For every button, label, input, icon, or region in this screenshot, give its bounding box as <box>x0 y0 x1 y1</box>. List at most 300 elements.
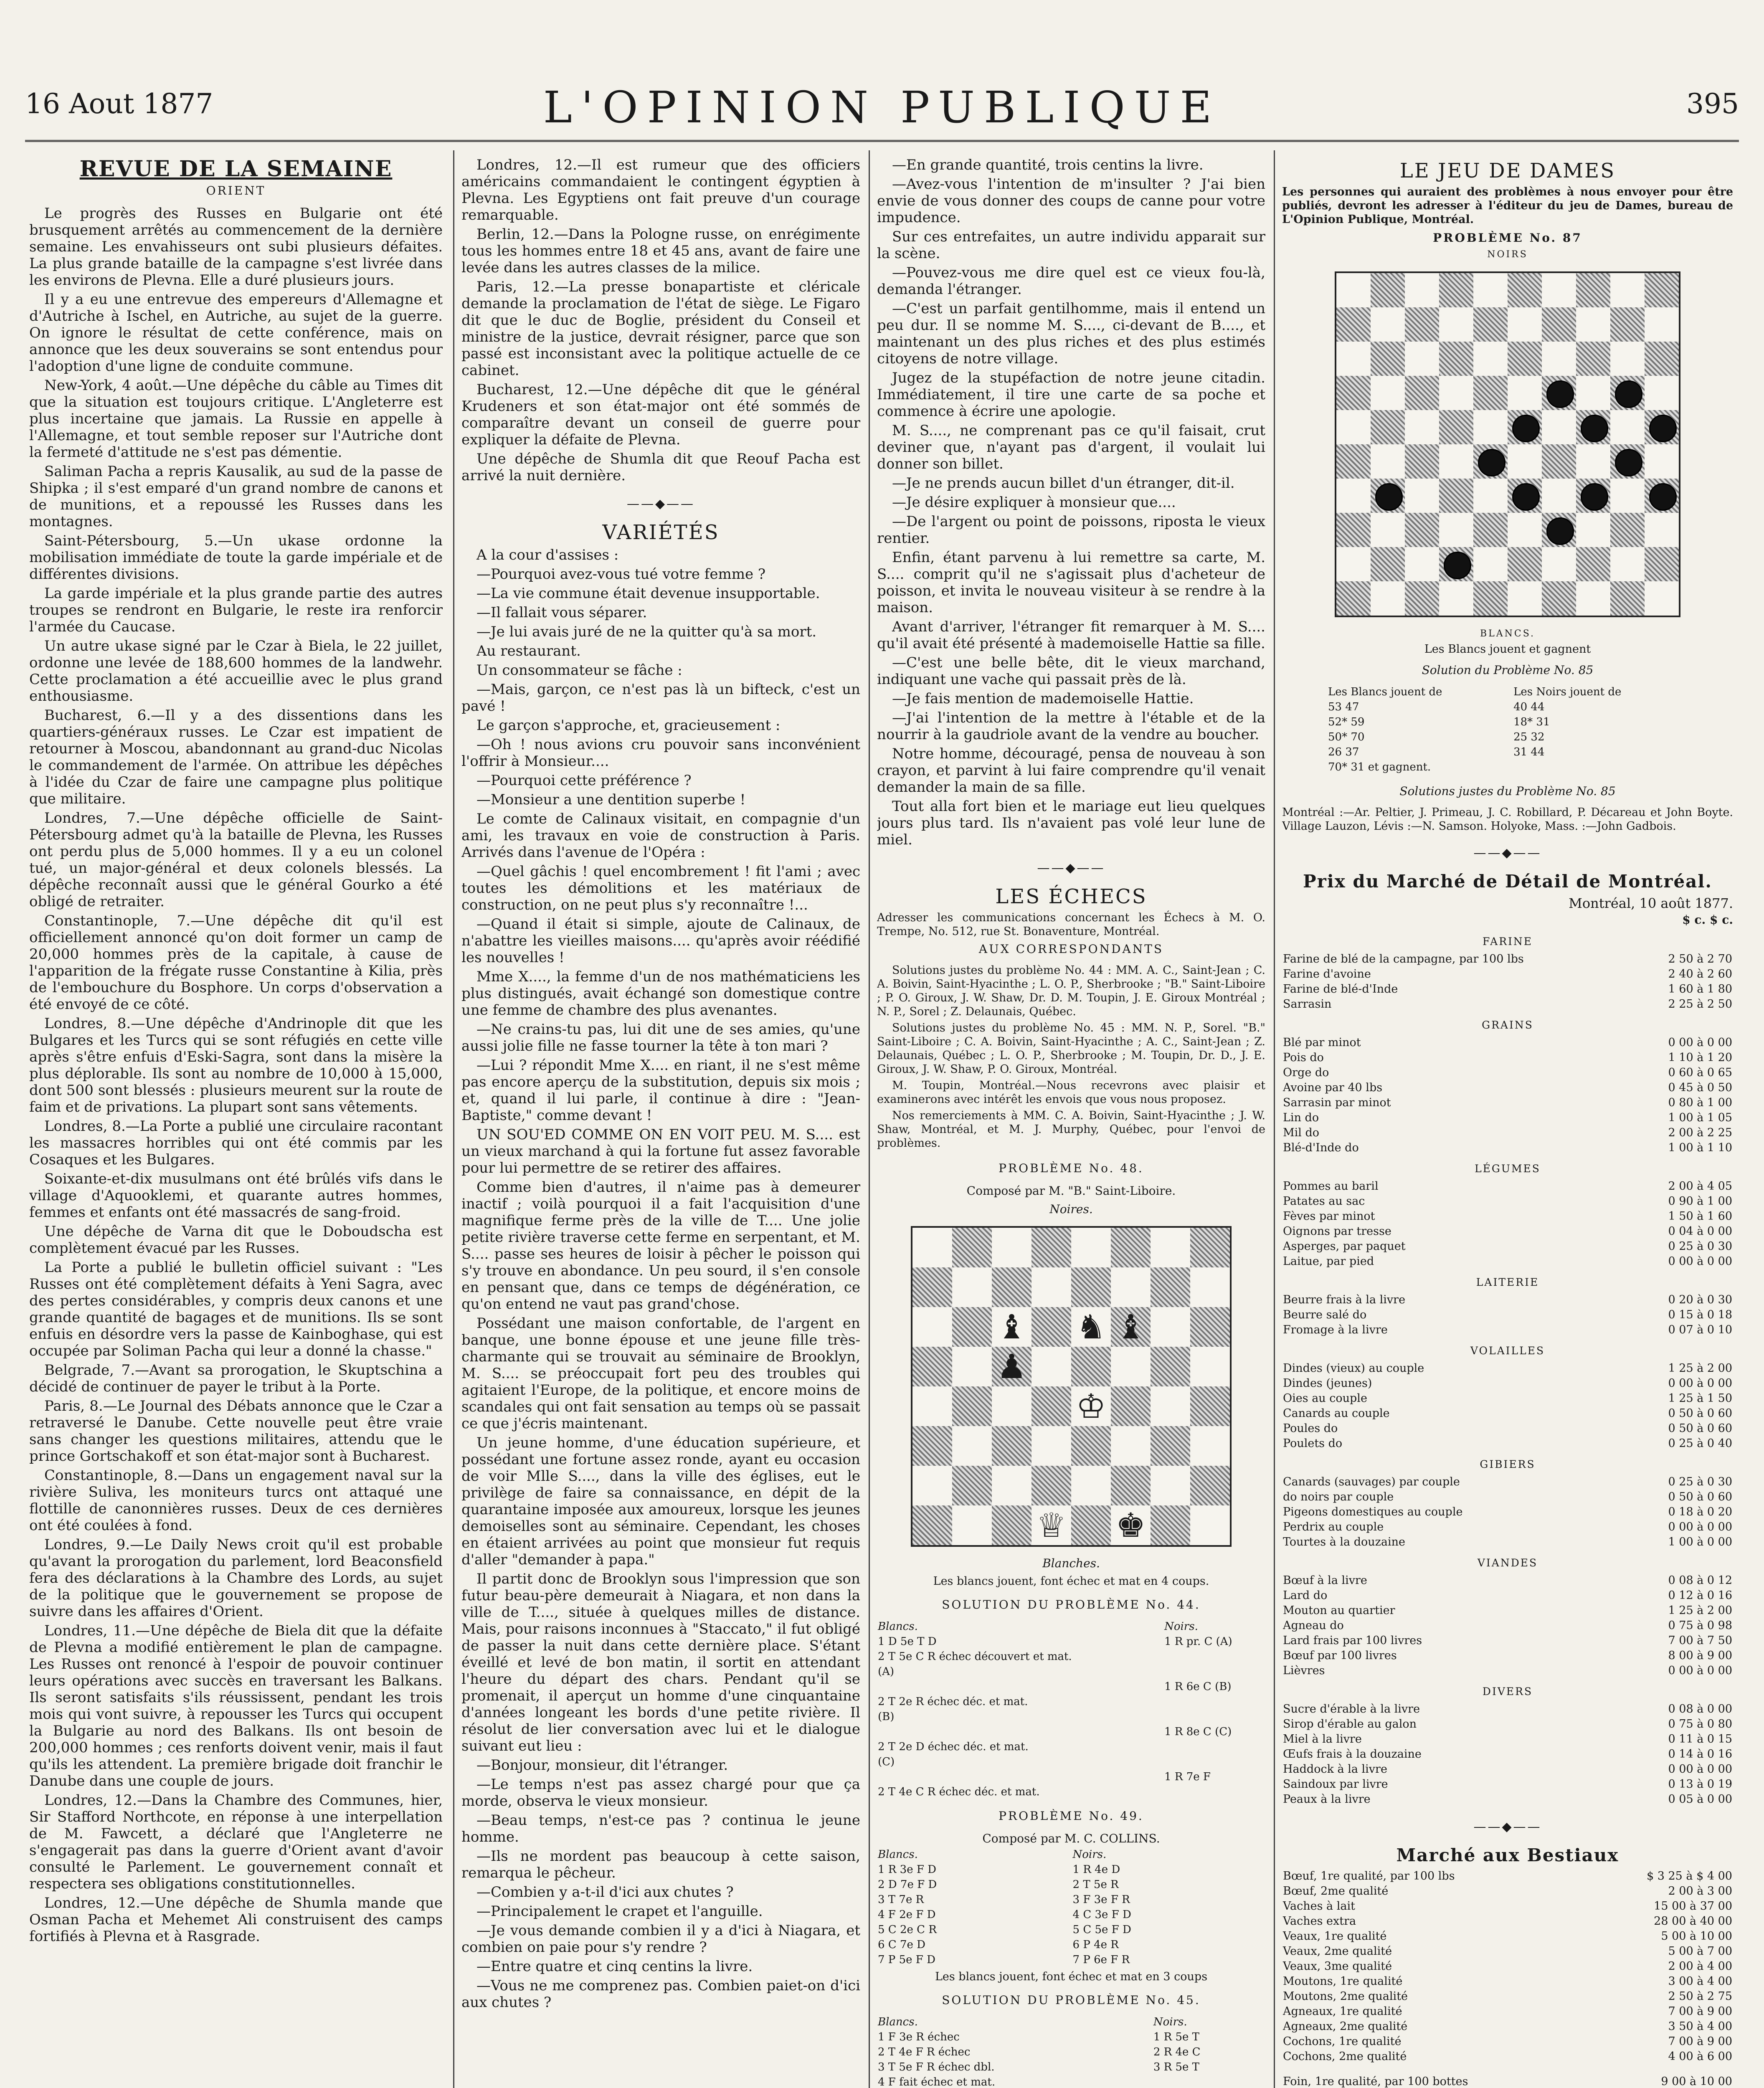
varietes-paragraph: Au restaurant. <box>476 643 581 659</box>
board-square <box>1111 1228 1151 1267</box>
price-row <box>1282 1080 1733 1095</box>
white-col-header: Blancs. <box>878 2016 918 2028</box>
row-value: 2 50 à 2 75 <box>1668 1990 1732 2003</box>
item-name: Tourtes à la douzaine <box>1283 1536 1405 1548</box>
problem87-caption: Les Blancs jouent et gagnent <box>1424 643 1591 656</box>
story-paragraph: Jugez de la stupéfaction de notre jeune citadin. Immédiatement, il tire une carte de sa poche et commence à écrire une apologie. <box>877 370 1265 420</box>
board-square <box>1542 581 1576 616</box>
board-square <box>1645 307 1679 342</box>
item-name: do noirs par couple <box>1283 1490 1394 1503</box>
row-value: 3 00 à 4 00 <box>1668 1975 1732 1988</box>
board-square <box>1610 444 1645 479</box>
board-square <box>1439 273 1473 307</box>
story-paragraph: Enfin, étant parvenu à lui remettre sa carte, M. S.... comprit qu'il ne s'agissait plus d'acheteur de poisson, et invita le nouveau visiteur à se rendre à la maison. <box>877 549 1265 616</box>
row-value: 4 00 à 6 00 <box>1668 2050 1732 2063</box>
row-value: 5 00 à 7 00 <box>1668 1945 1732 1958</box>
price-table <box>1282 952 1733 1012</box>
board-square <box>912 1267 952 1307</box>
price-category: VIANDES <box>1477 1557 1538 1569</box>
draughts-piece-icon <box>1649 483 1676 510</box>
varietes-paragraph: —Monsieur a une dentition superbe ! <box>476 791 746 808</box>
item-name: Mil do <box>1283 1126 1320 1139</box>
board-square <box>1542 342 1576 376</box>
item-name: Lard frais par 100 livres <box>1283 1634 1422 1647</box>
price-row <box>1282 1391 1733 1406</box>
row-label: Veaux, 3me qualité <box>1283 1960 1392 1973</box>
item-price: 1 00 à 1 10 <box>1668 1141 1732 1154</box>
price-row <box>1282 952 1733 967</box>
dames-title: LE JEU DE DAMES <box>1399 159 1616 182</box>
board-square <box>1439 547 1473 581</box>
item-price: 0 25 à 0 30 <box>1668 1475 1732 1488</box>
board-square <box>1371 513 1405 547</box>
problem49-author: Composé par M. C. COLLINS. <box>982 1832 1160 1845</box>
move-row <box>877 1709 1265 1724</box>
price-row <box>1282 1308 1733 1323</box>
board-square <box>1405 342 1439 376</box>
item-price: 0 45 à 0 50 <box>1668 1081 1732 1094</box>
item-price: 0 14 à 0 16 <box>1668 1748 1732 1761</box>
draughts-piece-icon <box>1546 380 1574 408</box>
column-divider <box>1274 150 1275 2088</box>
story-paragraph: M. S...., ne comprenant pas ce qu'il faisait, crut deviner que, n'ayant pas d'argent, il voulait lui donner son billet. <box>877 422 1265 472</box>
news-paragraph: Paris, 8.—Le Journal des Débats annonce que le Czar a retraversé le Danube. Cette nouvelle peut être vraie sans changer les questions militaires, attendu que le prince Gortschakoff et son état-major sont à Bucharest. <box>29 1398 443 1465</box>
board-square <box>1032 1505 1071 1545</box>
board-square <box>1473 410 1508 444</box>
move-row <box>877 1877 1265 1892</box>
row-value: 4 C 3e F D <box>1072 1908 1131 1921</box>
draughts-piece-icon <box>1546 517 1574 545</box>
board-square <box>952 1347 992 1386</box>
board-square <box>1473 479 1508 513</box>
story-paragraph: —En grande quantité, trois centins la livre. <box>892 157 1204 173</box>
foin-table <box>1282 2074 1733 2088</box>
correspondent-paragraph: Solutions justes du problème No. 45 : MM. N. P., Sorel. "B." Saint-Liboire ; C. A. Boivin, Saint-Hyacinthe ; A. C., Saint-Jean ; Z. Delaunais, Québec ; L. O. P., Sherbrooke ; M. Toupin, Dr. D., J. E. Giroux, J. W. Shaw, P. O. Giroux, Montréal. <box>877 1021 1265 1076</box>
item-name: Oignons par tresse <box>1283 1225 1391 1238</box>
board-square <box>1645 547 1679 581</box>
board-square <box>1576 273 1610 307</box>
board-square <box>952 1228 992 1267</box>
board-square <box>1542 513 1576 547</box>
story-paragraph: —De l'argent ou point de poissons, riposta le vieux rentier. <box>877 513 1265 547</box>
board-square <box>1071 1426 1111 1466</box>
news-paragraph: Bucharest, 6.—Il y a des dissentions dans les quartiers-généraux russes. Le Czar est impatient de retourner à Moscou, abandonnant au grand-duc Nicolas le commandement de l'armée. On attribue les dépêches à l'idée du Czar de faire une campagne plus politique que militaire. <box>29 707 443 807</box>
board-square <box>1111 1386 1151 1426</box>
ornament-separator: ——◆—— <box>626 497 695 511</box>
board-square <box>1336 581 1371 616</box>
news-paragraph: Constantinople, 7.—Une dépêche dit qu'il est officiellement annoncé qu'on doit former un camp de 20,000 hommes près de la capitale, à cause de l'apparition de la frégate russe Constantine à Kilia, près de l'embouchure du Bosphore. Un corps d'observation a été envoyé de ce côté. <box>29 912 443 1013</box>
board-square <box>1610 547 1645 581</box>
solution44-title: SOLUTION DU PROBLÈME No. 44. <box>942 1598 1201 1612</box>
item-name: Dindes (vieux) au couple <box>1283 1362 1424 1375</box>
row-label: 2 T 4e C R échec déc. et mat. <box>878 1786 1040 1798</box>
problem49-caption: Les blancs jouent, font échec et mat en 3 coups <box>935 1970 1208 1983</box>
board-square <box>1576 376 1610 410</box>
item-price: 1 10 à 1 20 <box>1668 1051 1732 1064</box>
row-label: Veaux, 1re qualité <box>1283 1930 1387 1943</box>
chess-piece-icon: ♚ <box>1115 1505 1146 1545</box>
price-row <box>1282 982 1733 997</box>
item-name: Pois do <box>1283 1051 1324 1064</box>
item-name: Bœuf par 100 livres <box>1283 1649 1397 1662</box>
board-square <box>1508 581 1542 616</box>
row-label: Agneaux, 1re qualité <box>1283 2005 1402 2018</box>
board-square <box>1439 376 1473 410</box>
varietes-paragraph: Possédant une maison confortable, de l'argent en banque, une bonne épouse et une jeune fille très-charmante qui se trouvait au séminaire de Brooklyn, M. S.... se préoccupait fort peu des troubles qui agitaient l'Europe, de la politique, et encore moins de scandales qui ont fait sensation au temps où se passait ce que j'écris maintenant. <box>461 1315 860 1432</box>
board-square <box>1473 581 1508 616</box>
price-row <box>1282 1421 1733 1436</box>
story-paragraph: —J'ai l'intention de la mettre à l'étable et de la nourrir à la gaudriole avant de la vendre au boucher. <box>877 710 1265 743</box>
board-square <box>1032 1307 1071 1347</box>
item-price: 0 20 à 0 30 <box>1668 1293 1732 1306</box>
board-square <box>1032 1426 1071 1466</box>
varietes-paragraph: —Beau temps, n'est-ce pas ? continua le jeune homme. <box>461 1812 860 1845</box>
move-row <box>877 1694 1265 1709</box>
white-col-header: Les Blancs jouent de <box>1328 686 1442 698</box>
board-square <box>1190 1347 1230 1386</box>
draughts-piece-icon <box>1512 415 1539 442</box>
row-label <box>877 1679 1163 1694</box>
move-row <box>877 1892 1265 1907</box>
move-row <box>1327 699 1688 715</box>
revue-body <box>29 205 443 1945</box>
price-table <box>1282 1292 1733 1338</box>
item-name: Canards (sauvages) par couple <box>1283 1475 1460 1488</box>
row-label: Agneaux, 2me qualité <box>1283 2020 1408 2033</box>
problem48-author: Composé par M. "B." Saint-Liboire. <box>966 1184 1176 1198</box>
price-row <box>1282 1717 1733 1732</box>
dames-address: Les personnes qui auraient des problèmes à nous envoyer pour être publiés, devront les adresser à l'éditeur du jeu de Dames, bureau de L'Opinion Publique, Montréal. <box>1282 185 1733 226</box>
column-echecs <box>877 157 1265 2088</box>
varietes-paragraph: Un consommateur se fâche : <box>476 662 682 679</box>
row-label: 2 T 2e R échec déc. et mat. <box>878 1695 1028 1708</box>
board-square <box>1645 342 1679 376</box>
item-price: 1 60 à 1 80 <box>1668 983 1732 996</box>
varietes-paragraph: —Quand il était si simple, ajoute de Calinaux, de n'abattre les vieilles maisons.... qu'après avoir réédifié les nouvelles ! <box>461 916 860 966</box>
board-square <box>1405 547 1439 581</box>
board-square <box>1610 581 1645 616</box>
row-label: 2 T 2e D échec déc. et mat. <box>878 1741 1029 1753</box>
item-name: Lièvres <box>1283 1664 1325 1677</box>
varietes-paragraph: —Mais, garçon, ce n'est pas là un bifteck, c'est un pavé ! <box>461 681 860 715</box>
board-square <box>1111 1426 1151 1466</box>
move-row <box>877 2030 1265 2045</box>
price-table <box>1282 1035 1733 1155</box>
varietes-paragraph: UN SOU'ED COMME ON EN VOIT PEU. M. S.... est un vieux marchand à qui la fortune fut assez favorable pour lui permettre de se retirer des affaires. <box>461 1126 860 1176</box>
black-col-header: Noirs. <box>1072 1848 1107 1861</box>
item-name: Pommes au baril <box>1283 1180 1379 1193</box>
price-row <box>1282 1792 1733 1807</box>
item-name: Haddock à la livre <box>1283 1763 1387 1776</box>
move-row <box>877 1862 1265 1877</box>
story-paragraph: Tout alla fort bien et le mariage eut lieu quelques jours plus tard. Ils n'avaient pas volé leur lune de miel. <box>877 798 1265 848</box>
board-square <box>912 1347 952 1386</box>
row-label: 4 F fait échec et mat. <box>878 2076 996 2088</box>
item-price: 8 00 à 9 00 <box>1668 1649 1732 1662</box>
item-name: Poules do <box>1283 1422 1338 1435</box>
row-label: 50* 70 <box>1328 731 1365 743</box>
item-price: 2 40 à 2 60 <box>1668 968 1732 981</box>
board-square <box>1032 1386 1071 1426</box>
story-paragraph: —C'est une belle bête, dit le vieux marchand, indiquant une vache qui passait près de là. <box>877 654 1265 688</box>
varietes-paragraph: Il partit donc de Brooklyn sous l'impression que son futur beau-père demeurait à Niagara, et non dans la ville de T...., située à quelques milles de distance. Mais, pour raisons inconnues à "Staccato," il fut obligé de passer la nuit dans cette dernière place. S'étant éveillé et levé de bon matin, il sortit en attendant l'heure du départ des chars. Pendant qu'il se promenait, il aperçut un homme d'une cinquantaine d'années longeant les bords d'une petite rivière. Il résolut de lier conversation avec lui et le dialogue suivant eut lieu : <box>461 1571 860 1754</box>
news-paragraph: Bucharest, 12.—Une dépêche dit que le général Krudeners et son état-major ont été sommés de comparaître devant un conseil de guerre pour expliquer la défaite de Plevna. <box>461 381 860 448</box>
board-square <box>1032 1267 1071 1307</box>
board-square <box>1542 307 1576 342</box>
column-revue <box>29 157 443 2088</box>
item-name: Fèves par minot <box>1283 1210 1375 1223</box>
price-row <box>1282 1140 1733 1155</box>
price-row <box>1282 1110 1733 1125</box>
item-name: Œufs frais à la douzaine <box>1283 1748 1422 1761</box>
board-square <box>1439 342 1473 376</box>
board-square <box>1071 1307 1111 1347</box>
price-row <box>1282 1292 1733 1308</box>
board-square <box>1645 273 1679 307</box>
move-row <box>877 2060 1265 2075</box>
board-square <box>1190 1228 1230 1267</box>
move-row <box>877 1634 1265 1649</box>
row-value: 1 R pr. C (A) <box>1164 1635 1232 1648</box>
correct-solutions-list: Montréal :—Ar. Peltier, J. Primeau, J. C. Robillard, P. Décareau et John Boyte. Village Lauzon, Lévis :—N. Samson. Holyoke, Mass. :—John Gadbois. <box>1282 806 1733 833</box>
price-table <box>1282 1573 1733 1678</box>
price-row <box>1282 1224 1733 1239</box>
price-row <box>1282 1603 1733 1618</box>
board-square <box>1610 376 1645 410</box>
row-value: 25 32 <box>1513 731 1545 743</box>
board-square <box>1439 307 1473 342</box>
row-value: 3 F 3e F R <box>1072 1893 1130 1906</box>
row-value <box>1163 1649 1265 1664</box>
news-paragraph: Londres, 7.—Une dépêche officielle de Saint-Pétersbourg admet qu'à la bataille de Plevna, les Russes ont perdu plus de 5,000 hommes. Il y a eu un colonel tué, un major-général et deux colonels blessés. La dépêche reconnaît aussi que le général Gourko a été obligé de retraiter. <box>29 810 443 910</box>
price-category: LAITERIE <box>1476 1276 1539 1288</box>
item-name: Beurre salé do <box>1283 1308 1367 1321</box>
chess-piece-icon: ♞ <box>1076 1307 1106 1346</box>
news-paragraph: Constantinople, 8.—Dans un engagement naval sur la rivière Suliva, les moniteurs turcs ont attaqué une flottille de canonnières russes. Deux de ces dernières ont été coulées à fond. <box>29 1467 443 1534</box>
board-square <box>1405 444 1439 479</box>
black-label: Noires. <box>1049 1202 1093 1216</box>
board-square <box>1508 479 1542 513</box>
varietes-paragraph: —Oh ! nous avions cru pouvoir sans inconvénient l'offrir à Monsieur.... <box>461 736 860 770</box>
prix-date: Montréal, 10 août 1877. <box>1569 895 1733 911</box>
move-row <box>877 1937 1265 1952</box>
row-label <box>877 1724 1163 1739</box>
price-row <box>1282 1035 1733 1050</box>
move-row <box>877 1784 1265 1799</box>
row-value: 1 R 4e D <box>1072 1863 1120 1876</box>
board-square <box>912 1228 952 1267</box>
item-price: 2 50 à 2 70 <box>1668 953 1732 965</box>
price-category: GRAINS <box>1482 1019 1533 1031</box>
row-label: 6 C 7e D <box>878 1938 926 1951</box>
item-price: 0 00 à 0 00 <box>1668 1377 1732 1390</box>
item-price: 2 00 à 2 25 <box>1668 1126 1732 1139</box>
problem49-table <box>877 1847 1265 1967</box>
varietes-paragraph: —Je lui avais juré de ne la quitter qu'à sa mort. <box>476 623 817 640</box>
board-square <box>1508 342 1542 376</box>
board-square <box>1542 444 1576 479</box>
board-square <box>1371 410 1405 444</box>
correspondents-body <box>877 963 1265 1150</box>
echecs-title: LES ÉCHECS <box>995 885 1147 908</box>
item-price: 0 25 à 0 30 <box>1668 1240 1732 1253</box>
board-square <box>1336 376 1371 410</box>
varietes-title: VARIÉTÉS <box>602 521 720 544</box>
price-category: GIBIERS <box>1480 1458 1536 1470</box>
white-label: BLANCS. <box>1480 628 1536 639</box>
item-name: Pigeons domestiques au couple <box>1283 1505 1463 1518</box>
board-square <box>1473 307 1508 342</box>
price-row <box>1282 1490 1733 1505</box>
board-square <box>1151 1228 1190 1267</box>
white-col-header: Blancs. <box>878 1620 918 1633</box>
item-price: 0 00 à 0 00 <box>1668 1520 1732 1533</box>
draughts-board <box>1335 271 1680 617</box>
board-square <box>992 1426 1032 1466</box>
ornament-separator: ——◆—— <box>1473 846 1542 860</box>
story-paragraph: Sur ces entrefaites, un autre individu apparait sur la scène. <box>877 228 1265 262</box>
news-paragraph: Le progrès des Russes en Bulgarie ont été brusquement arrêtés au commencement de la dernière semaine. Les envahisseurs ont subi plusieurs défaites. La plus grande bataille de la campagne s'est livrée dans les environs de Plevna. Elle a duré plusieurs jours. <box>29 205 443 289</box>
item-name: Farine de blé-d'Inde <box>1283 983 1398 996</box>
varietes-paragraph: —Il fallait vous séparer. <box>476 604 647 621</box>
row-label: (B) <box>878 1710 895 1723</box>
board-square <box>952 1505 992 1545</box>
news-paragraph: Soixante-et-dix musulmans ont été brûlés vifs dans le village d'Aquooklemi, et quarante autres hommes, femmes et enfants ont été massacrés de sang-froid. <box>29 1171 443 1221</box>
row-value: 2 T 5e R <box>1072 1878 1119 1891</box>
board-square <box>1610 342 1645 376</box>
item-price: 0 80 à 1 00 <box>1668 1096 1732 1109</box>
row-value: 3 R 5e T <box>1153 2061 1200 2073</box>
board-square <box>1542 547 1576 581</box>
board-square <box>1371 307 1405 342</box>
item-name: Farine de blé de la campagne, par 100 lbs <box>1283 953 1524 965</box>
story-continued <box>877 157 1265 848</box>
item-name: Dindes (jeunes) <box>1283 1377 1372 1390</box>
story-paragraph: —Pouvez-vous me dire quel est ce vieux fou-là, demanda l'étranger. <box>877 264 1265 298</box>
board-square <box>1111 1505 1151 1545</box>
draughts-piece-icon <box>1478 449 1505 476</box>
varietes-paragraph: —Vous ne me comprenez pas. Combien paiet-on d'ici aux chutes ? <box>461 1977 860 2011</box>
item-price: 0 04 à 0 00 <box>1668 1225 1732 1238</box>
chess-piece-icon: ♝ <box>996 1307 1027 1346</box>
row-value: 2 00 à 4 00 <box>1668 1960 1732 1973</box>
row-label: Veaux, 2me qualité <box>1283 1945 1392 1958</box>
item-name: Avoine par 40 lbs <box>1283 1081 1383 1094</box>
news-paragraph: Paris, 12.—La presse bonapartiste et cléricale demande la proclamation de l'état de siège. Le Figaro dit que le duc de Boglie, président du Conseil et ministre de la justice, devrait résigner, parce que son passé est inconsistant avec la politique actuelle de ce cabinet. <box>461 279 860 379</box>
board-square <box>1473 547 1508 581</box>
price-row <box>1282 1194 1733 1209</box>
board-square <box>1371 547 1405 581</box>
draughts-piece-icon <box>1649 415 1676 442</box>
board-square <box>912 1505 952 1545</box>
bestiaux-table <box>1282 1869 1733 2064</box>
row-label: 2 T 4e F R échec <box>878 2046 971 2058</box>
price-row <box>1282 1209 1733 1224</box>
board-square <box>1473 273 1508 307</box>
varietes-paragraph: —Principalement le crapet et l'anguille. <box>476 1903 763 1920</box>
ornament-separator: ——◆—— <box>1473 1819 1542 1834</box>
chess-piece-icon: ♔ <box>1076 1386 1106 1426</box>
board-square <box>992 1466 1032 1505</box>
item-name: Sarrasin par minot <box>1283 1096 1391 1109</box>
row-label: Vaches extra <box>1283 1915 1356 1928</box>
board-square <box>1542 479 1576 513</box>
item-price: 0 08 à 0 00 <box>1668 1703 1732 1716</box>
board-square <box>952 1466 992 1505</box>
item-price: 0 50 à 0 60 <box>1668 1407 1732 1420</box>
item-name: Asperges, par paquet <box>1283 1240 1406 1253</box>
move-row <box>877 1754 1265 1769</box>
row-label: 52* 59 <box>1328 716 1365 728</box>
board-square <box>1645 581 1679 616</box>
price-row <box>1282 1959 1733 1974</box>
board-square <box>1336 513 1371 547</box>
row-value: 28 00 à 40 00 <box>1654 1915 1732 1928</box>
item-name: Sucre d'érable à la livre <box>1283 1703 1420 1716</box>
story-paragraph: —Je désire expliquer à monsieur que.... <box>892 494 1176 511</box>
item-price: 1 00 à 0 00 <box>1668 1536 1732 1548</box>
story-paragraph: —C'est un parfait gentilhomme, mais il entend un peu dur. Il se nomme M. S...., ci-devant de B...., et maintenant un des plus riches et des plus estimés citoyens de notre village. <box>877 300 1265 367</box>
varietes-paragraph: —La vie commune était devenue insupportable. <box>476 585 820 602</box>
draughts-piece-icon <box>1512 483 1539 510</box>
white-col-header: Blancs. <box>878 1848 918 1861</box>
board-square <box>1439 410 1473 444</box>
item-price: 1 50 à 1 60 <box>1668 1210 1732 1223</box>
item-price: 2 00 à 4 05 <box>1668 1180 1732 1193</box>
solution45-table <box>877 2015 1265 2088</box>
item-name: Blé par minot <box>1283 1036 1361 1049</box>
row-label: Cochons, 1re qualité <box>1283 2035 1402 2048</box>
board-square <box>1610 513 1645 547</box>
row-value: 15 00 à 37 00 <box>1654 1900 1732 1913</box>
chess-piece-icon: ♟ <box>996 1347 1027 1386</box>
item-name: Oies au couple <box>1283 1392 1367 1405</box>
varietes-paragraph: —Je vous demande combien il y a d'ici à Niagara, et combien on paie pour s'y rendre ? <box>461 1922 860 1956</box>
prix-currency-header: $ c. $ c. <box>1682 913 1733 927</box>
board-square <box>1508 307 1542 342</box>
news-paragraph: Saliman Pacha a repris Kausalik, au sud de la passe de Shipka ; il s'est emparé d'un grand nombre de canons et de munitions, et a repoussé les Russes dans les montagnes. <box>29 463 443 530</box>
item-price: 0 60 à 0 65 <box>1668 1066 1732 1079</box>
board-square <box>1405 513 1439 547</box>
board-square <box>1439 479 1473 513</box>
move-row <box>877 1724 1265 1739</box>
black-col-header: Les Noirs jouent de <box>1513 686 1622 698</box>
price-category: VOLAILLES <box>1470 1345 1545 1357</box>
column-varietes <box>461 157 860 2088</box>
board-square <box>912 1386 952 1426</box>
board-square <box>1508 410 1542 444</box>
row-value <box>1163 1694 1265 1709</box>
row-label: 5 C 2e C R <box>878 1923 937 1936</box>
price-row <box>1282 1648 1733 1663</box>
item-name: Sarrasin <box>1283 998 1332 1011</box>
chess-piece-icon: ♕ <box>1036 1505 1067 1545</box>
news-paragraph: Belgrade, 7.—Avant sa prorogation, le Skuptschina a décidé de continuer de payer le tribut à la Porte. <box>29 1362 443 1395</box>
row-value: 2 R 4e C <box>1153 2046 1201 2058</box>
board-square <box>1336 444 1371 479</box>
price-row <box>1282 1732 1733 1747</box>
column-divider <box>453 150 454 2088</box>
board-square <box>1405 273 1439 307</box>
board-square <box>1508 513 1542 547</box>
correspondent-paragraph: Solutions justes du problème No. 44 : MM. A. C., Saint-Jean ; C. A. Boivin, Saint-Hyacinthe ; L. O. P., Sherbrooke ; "B." Saint-Liboire ; P. O. Giroux, J. W. Shaw, Dr. D. M. Toupin, J. E. Giroux Montréal ; N. P., Sorel ; Z. Delaunais, Québec. <box>877 964 1265 1018</box>
problem87-title: PROBLÈME No. 87 <box>1433 231 1582 245</box>
item-name: Mouton au quartier <box>1283 1604 1395 1617</box>
story-paragraph: —Avez-vous l'intention de m'insulter ? J'ai bien envie de vous donner des coups de canne pour votre impudence. <box>877 176 1265 226</box>
board-square <box>992 1347 1032 1386</box>
item-price: 0 00 à 0 00 <box>1668 1036 1732 1049</box>
varietes-paragraph: —Bonjour, monsieur, dit l'étranger. <box>476 1757 728 1774</box>
